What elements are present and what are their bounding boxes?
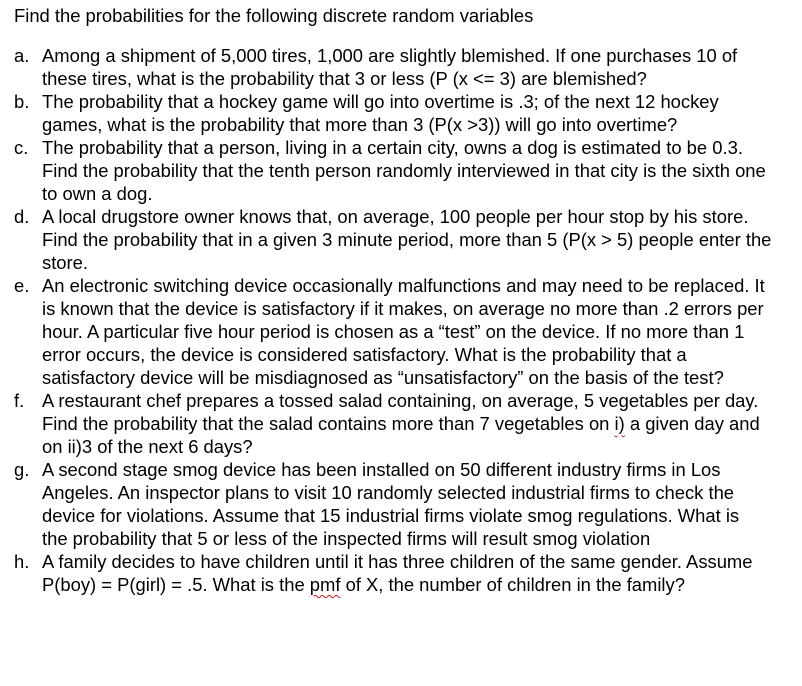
question-text	[42, 550, 772, 596]
question-text: An electronic switching device occasionally malfunctions and may need to be replaced. It is known that the device is satisfactory if it makes, on average no more than .2 errors per hour. A particular five hour period is chosen as a “test” on the device. If no more than 1 error occurs, the device is considered satisfactory. What is the probability that a satisfactory device will be misdiagnosed as “unsatisfactory” on the basis of the test?	[42, 275, 765, 388]
question-text-part: of X, the number of children in the family?	[340, 574, 685, 595]
question-text: The probability that a person, living in a certain city, owns a dog is estimated to be 0.3. Find the probability that the tenth person randomly interviewed in that city is the sixth one to own a dog.	[42, 137, 766, 204]
list-item	[0, 136, 802, 205]
question-text: A second stage smog device has been installed on 50 different industry firms in Los Angeles. An inspector plans to visit 10 randomly selected industrial firms to check the device for violations. Assume that 15 industrial firms violate smog regulations. What is the probability that 5 or less of the inspected firms will result smog violation	[42, 459, 740, 549]
question-text: A local drugstore owner knows that, on average, 100 people per hour stop by his store. Find the probability that in a given 3 minute period, more than 5 (P(x > 5) people enter the store.	[42, 206, 772, 273]
list-item	[0, 44, 802, 90]
list-marker: b.	[14, 91, 30, 112]
list-item	[0, 205, 802, 274]
list-marker: h.	[14, 551, 30, 572]
question-text-part: a given day and on ii)3 of the next 6 days?	[42, 413, 760, 457]
list-item	[0, 90, 802, 136]
question-text	[42, 389, 762, 458]
list-item	[0, 550, 802, 596]
question-list	[0, 44, 802, 596]
question-text: The probability that a hockey game will go into overtime is .3; of the next 12 hockey games, what is the probability that more than 3 (P(x >3)) will go into overtime?	[42, 91, 719, 135]
question-text: Among a shipment of 5,000 tires, 1,000 are slightly blemished. If one purchases 10 of these tires, what is the probability that 3 or less (P (x <= 3) are blemished?	[42, 45, 738, 89]
question-text-part: A restaurant chef prepares a tossed salad containing, on average, 5 vegetables per day. Find the probability that the salad contains more than 7 vegetables on	[42, 390, 759, 434]
list-marker: d.	[14, 206, 30, 227]
list-marker: a.	[14, 45, 30, 66]
spellcheck-flagged-word[interactable]: pmf	[309, 574, 341, 595]
list-item	[0, 389, 802, 458]
list-marker: e.	[14, 275, 30, 296]
list-item	[0, 274, 802, 389]
question-text-part: A family decides to have children until it has three children of the same gender. Assume P(boy) = P(girl) = .5. What is the	[42, 551, 753, 595]
document-title: Find the probabilities for the following discrete random variables	[14, 5, 534, 26]
spellcheck-flagged-word[interactable]: i)	[614, 413, 625, 434]
list-marker: g.	[14, 459, 30, 480]
list-marker: f.	[14, 390, 25, 411]
list-item	[0, 458, 802, 550]
list-marker: c.	[14, 137, 29, 158]
